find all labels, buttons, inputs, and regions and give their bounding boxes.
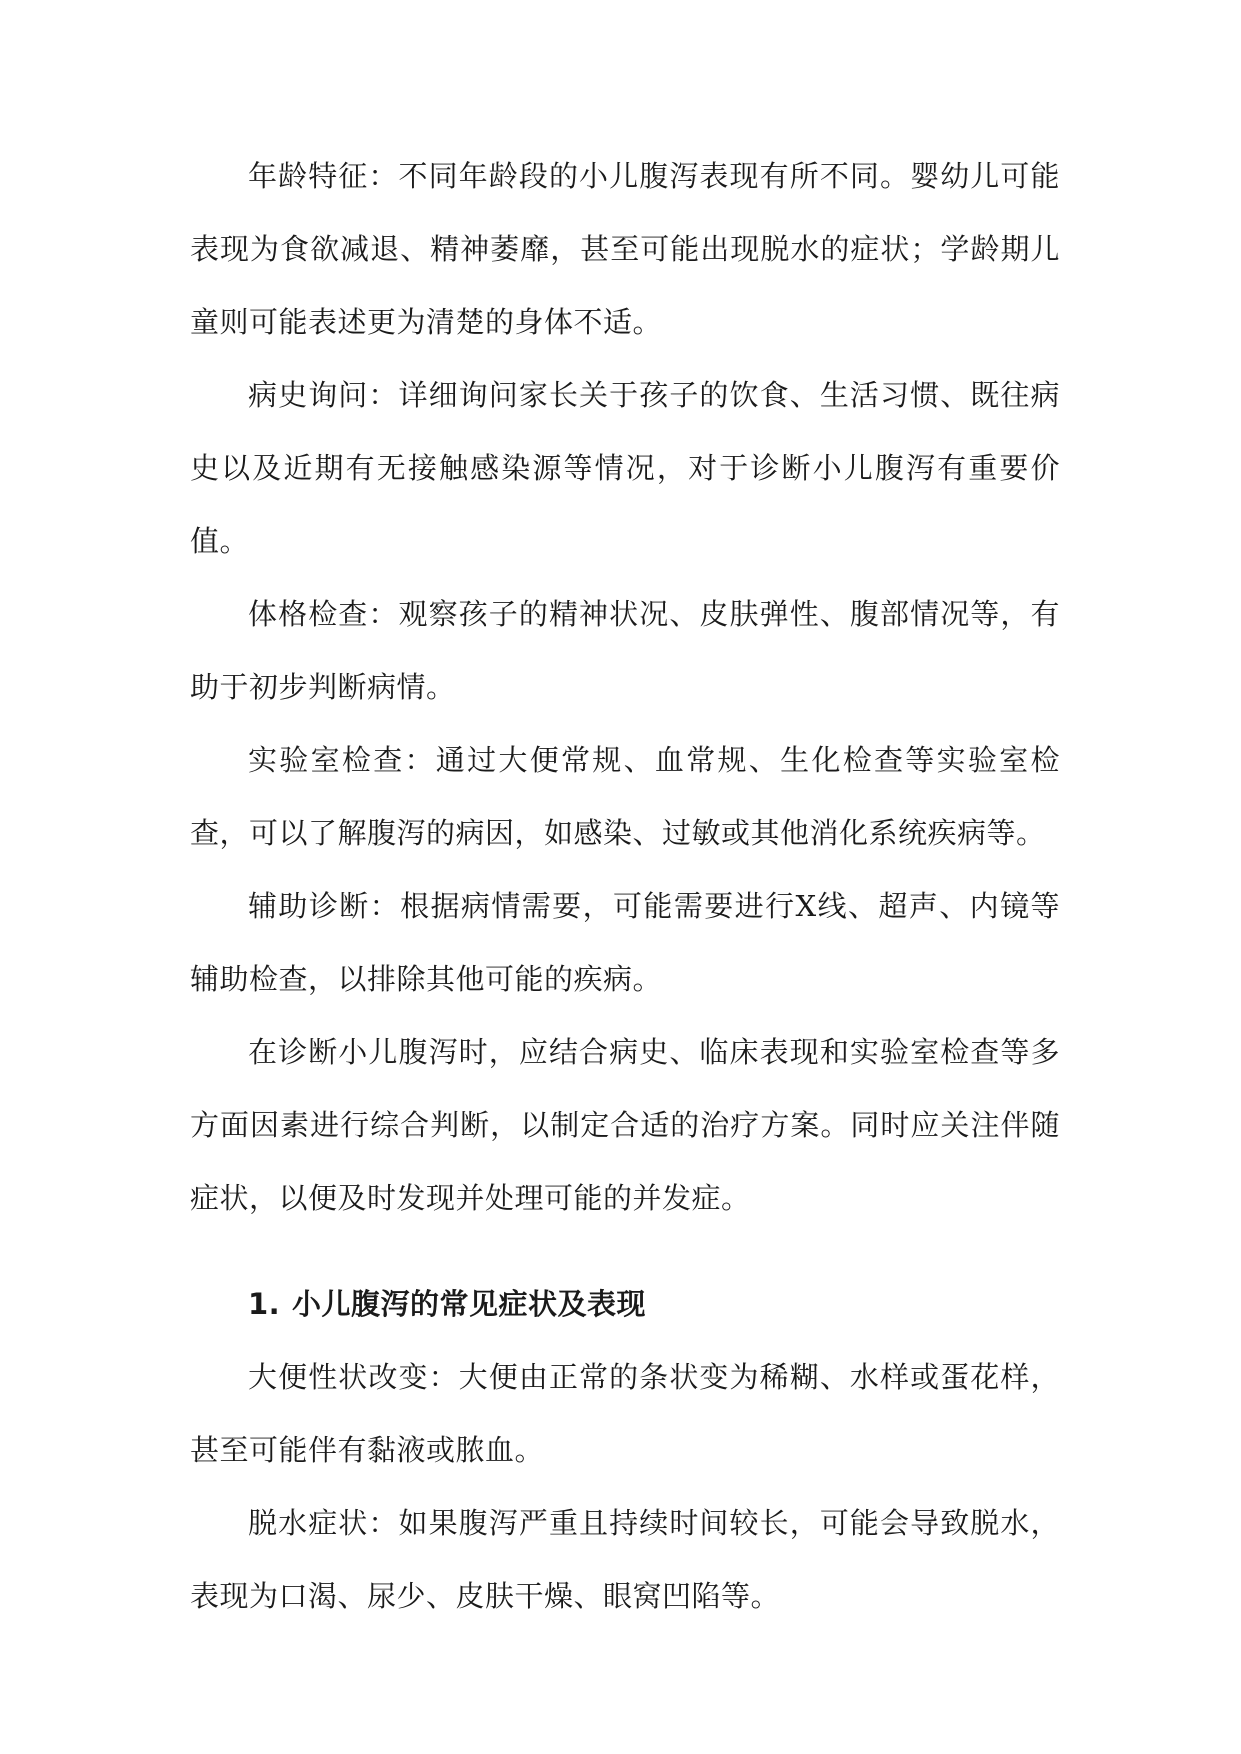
paragraph-diagnosis-summary: 在诊断小儿腹泻时，应结合病史、临床表现和实验室检查等多方面因素进行综合判断，以制定合适的治疗方案。同时应关注伴随症状，以便及时发现并处理可能的并发症。	[190, 1035, 1060, 1215]
section-heading	[190, 1268, 1060, 1341]
paragraph-age-features: 年龄特征：不同年龄段的小儿腹泻表现有所不同。婴幼儿可能表现为食欲减退、精神萎靡，甚至可能出现脱水的症状；学龄期儿童则可能表述更为清楚的身体不适。	[190, 159, 1060, 339]
paragraph-history-inquiry: 病史询问：详细询问家长关于孩子的饮食、生活习惯、既往病史以及近期有无接触感染源等情况，对于诊断小儿腹泻有重要价值。	[190, 378, 1060, 558]
document-page	[190, 140, 1060, 1633]
paragraph-lab-tests: 实验室检查：通过大便常规、血常规、生化检查等实验室检查，可以了解腹泻的病因，如感染、过敏或其他消化系统疾病等。	[190, 743, 1060, 850]
paragraph-physical-exam: 体格检查：观察孩子的精神状况、皮肤弹性、腹部情况等，有助于初步判断病情。	[190, 597, 1060, 704]
section-number: 1.	[248, 1287, 281, 1321]
paragraph-dehydration: 脱水症状：如果腹泻严重且持续时间较长，可能会导致脱水，表现为口渴、尿少、皮肤干燥、眼窝凹陷等。	[190, 1506, 1060, 1613]
section-spacer	[190, 1235, 1060, 1268]
paragraph-stool-changes: 大便性状改变：大便由正常的条状变为稀糊、水样或蛋花样，甚至可能伴有黏液或脓血。	[190, 1360, 1060, 1467]
section-title: 小儿腹泻的常见症状及表现	[292, 1287, 647, 1321]
paragraph-auxiliary-diagnosis: 辅助诊断：根据病情需要，可能需要进行X线、超声、内镜等辅助检查，以排除其他可能的疾病。	[190, 889, 1060, 996]
